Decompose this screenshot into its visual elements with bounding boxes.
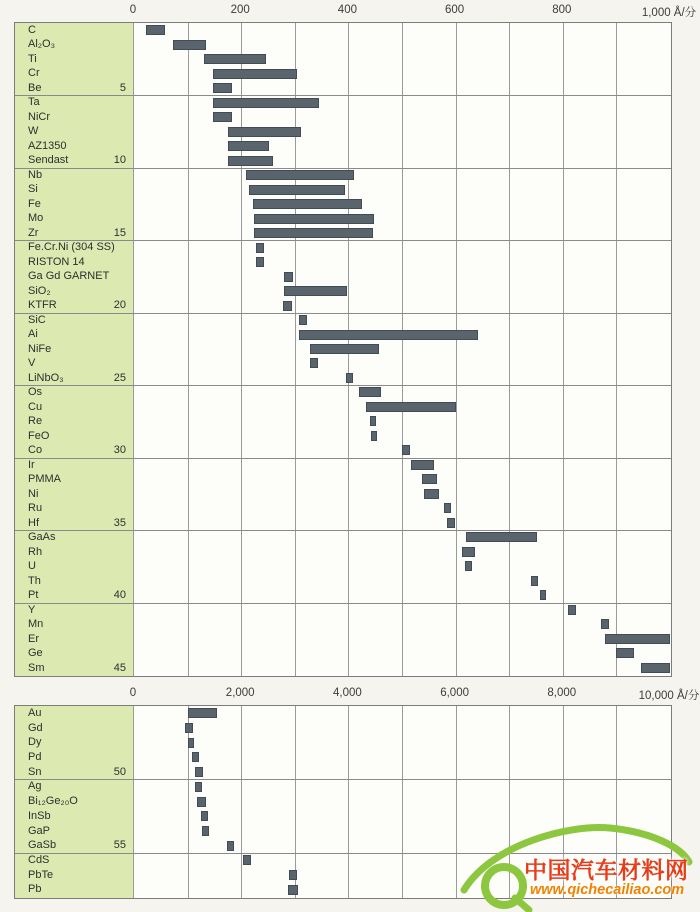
- material-label: Ga Gd GARNET: [28, 270, 110, 283]
- axis-tick-label: 200: [230, 4, 250, 16]
- axis-tick-label: 0: [129, 687, 137, 699]
- material-label: NiFe: [28, 342, 52, 355]
- material-label: Y: [28, 603, 36, 616]
- etch-rate-bar: [288, 885, 298, 895]
- material-label: Co: [28, 444, 43, 457]
- etch-rate-bar: [185, 723, 193, 733]
- group-separator: [15, 779, 671, 780]
- material-label: Ai: [28, 328, 38, 341]
- axis-tick-label: 6,000: [440, 687, 469, 699]
- material-label: Bi₁₂Ge₂₀O: [28, 795, 78, 808]
- material-label: Pb: [28, 883, 42, 896]
- gridline: [188, 23, 189, 676]
- material-label: Sn: [28, 765, 42, 778]
- row-index-number: 40: [113, 589, 126, 602]
- material-label: Ag: [28, 780, 42, 793]
- etch-rate-bar: [192, 752, 199, 762]
- plot-frame: [14, 705, 672, 899]
- material-label: Gd: [28, 721, 43, 734]
- axis-tick-label: 1,000 Å/分: [641, 7, 697, 19]
- material-label: Ti: [28, 52, 37, 65]
- etch-rate-bar: [289, 870, 297, 880]
- material-label: PMMA: [28, 473, 61, 486]
- group-separator: [15, 458, 671, 459]
- etch-rate-bar: [568, 605, 576, 615]
- material-label: Si: [28, 183, 38, 196]
- gridline: [563, 23, 564, 676]
- material-label: Fe: [28, 197, 41, 210]
- etch-rate-bar: [197, 797, 206, 807]
- watermark-site-name: 中国汽车材料网: [524, 857, 689, 883]
- material-label: Ir: [28, 458, 35, 471]
- material-label: SiO₂: [28, 284, 51, 297]
- etch-rate-chart-bottom: [14, 682, 700, 899]
- material-label: FeO: [28, 429, 50, 442]
- material-label: Nb: [28, 168, 43, 181]
- material-label: Ru: [28, 502, 43, 515]
- material-label: SiC: [28, 313, 46, 326]
- material-label: KTFR: [28, 299, 57, 312]
- etch-rate-bar: [201, 811, 208, 821]
- material-label: LiNbO₃: [28, 371, 64, 384]
- material-label: U: [28, 560, 36, 573]
- etch-rate-bar: [213, 98, 319, 108]
- etch-rate-bar: [359, 387, 382, 397]
- gridline: [241, 23, 242, 676]
- material-label: Sm: [28, 661, 45, 674]
- axis-tick-label: 800: [552, 4, 572, 16]
- etch-rate-bar: [444, 503, 451, 513]
- etch-rate-bar: [228, 141, 269, 151]
- etch-rate-bar: [447, 518, 455, 528]
- row-index-number: 50: [113, 765, 126, 778]
- material-label: GaP: [28, 824, 51, 837]
- gridline: [456, 706, 457, 898]
- etch-rate-bar: [254, 228, 372, 238]
- etch-rate-bar: [462, 547, 475, 557]
- group-separator: [15, 603, 671, 604]
- material-label: InSb: [28, 809, 51, 822]
- etch-rate-bar: [366, 402, 457, 412]
- axis-tick-label: 10,000 Å/分: [638, 690, 700, 702]
- gridline: [295, 23, 296, 676]
- material-label: GaSb: [28, 839, 57, 852]
- material-label: RISTON 14: [28, 255, 85, 268]
- material-label: Cr: [28, 67, 40, 80]
- etch-rate-bar: [601, 619, 609, 629]
- etch-rate-bar: [195, 767, 203, 777]
- etch-rate-bar: [641, 663, 670, 673]
- etch-rate-bar: [188, 738, 194, 748]
- etch-rate-bar: [202, 826, 209, 836]
- material-label: Cu: [28, 400, 43, 413]
- material-label: Al₂O₃: [28, 38, 56, 51]
- etch-rate-bar: [616, 648, 634, 658]
- group-separator: [15, 530, 671, 531]
- gridline: [616, 23, 617, 676]
- etch-rate-bar: [195, 782, 202, 792]
- material-label: Ni: [28, 487, 39, 500]
- material-label: Be: [28, 81, 42, 94]
- row-index-number: 15: [113, 226, 126, 239]
- row-index-number: 20: [113, 299, 126, 312]
- material-label: Er: [28, 632, 39, 645]
- etch-rate-bar: [402, 445, 410, 455]
- etch-rate-bar: [173, 40, 206, 50]
- etch-rate-bar: [227, 841, 234, 851]
- material-label: V: [28, 357, 36, 370]
- material-label: Ge: [28, 647, 43, 660]
- material-label: Pt: [28, 589, 39, 602]
- gridline: [402, 23, 403, 676]
- material-label: CdS: [28, 853, 50, 866]
- row-index-number: 55: [113, 839, 126, 852]
- material-label: Sendast: [28, 154, 69, 167]
- material-label: Ta: [28, 96, 40, 109]
- gridline: [563, 706, 564, 898]
- row-index-number: 35: [113, 516, 126, 529]
- group-separator: [15, 853, 671, 854]
- etch-rate-bar: [411, 460, 434, 470]
- etch-rate-bar: [310, 358, 318, 368]
- etch-rate-bar: [213, 112, 232, 122]
- etch-rate-bar: [204, 54, 266, 64]
- etch-rate-bar: [422, 474, 436, 484]
- group-separator: [15, 168, 671, 169]
- material-label: Mn: [28, 618, 44, 631]
- material-label: W: [28, 125, 39, 138]
- etch-rate-bar: [213, 69, 297, 79]
- etch-rate-bar: [284, 286, 348, 296]
- row-index-number: 10: [113, 154, 126, 167]
- axis-tick-label: 0: [129, 4, 137, 16]
- gridline: [241, 706, 242, 898]
- material-label: Au: [28, 707, 42, 719]
- material-label: NiCr: [28, 110, 50, 123]
- axis-tick-label: 8,000: [547, 687, 577, 699]
- etch-rate-bar: [346, 373, 354, 383]
- etch-rate-bar: [540, 590, 546, 600]
- group-separator: [15, 385, 671, 386]
- etch-rate-bar: [465, 561, 472, 571]
- gridline: [616, 706, 617, 898]
- etch-rate-bar: [256, 257, 264, 267]
- etch-rate-bar: [605, 634, 670, 644]
- material-label: Zr: [28, 226, 39, 239]
- etch-rate-bar: [424, 489, 439, 499]
- material-label: Fe.Cr.Ni (304 SS): [28, 241, 115, 254]
- material-label: Mo: [28, 212, 44, 225]
- gridline: [509, 23, 510, 676]
- etch-rate-bar: [146, 25, 165, 35]
- material-label: Th: [28, 574, 41, 587]
- material-label: Pd: [28, 751, 42, 764]
- etch-rate-bar: [531, 576, 538, 586]
- etch-rate-bar: [188, 708, 217, 718]
- etch-rate-bar: [253, 199, 362, 209]
- gridline: [456, 23, 457, 676]
- axis-tick-label: 600: [445, 4, 465, 16]
- etch-rate-bar: [228, 156, 273, 166]
- etch-rate-chart-top: [14, 0, 697, 677]
- etch-rate-bar: [249, 185, 345, 195]
- etch-rate-bar: [283, 301, 292, 311]
- etch-rate-bar: [213, 83, 232, 93]
- etch-rate-bar: [466, 532, 537, 542]
- etch-rate-bar: [371, 431, 377, 441]
- axis-tick-label: 400: [337, 4, 357, 16]
- material-label: Os: [28, 386, 43, 399]
- row-index-number: 30: [113, 444, 126, 457]
- etch-rate-bar: [256, 243, 264, 253]
- row-index-number: 45: [113, 661, 126, 674]
- etch-rate-bar: [243, 855, 251, 865]
- material-label: Rh: [28, 545, 43, 558]
- row-index-number: 5: [119, 81, 126, 94]
- etch-rate-bar: [284, 272, 293, 282]
- etch-rate-bar: [254, 214, 374, 224]
- axis-tick-label: 4,000: [333, 687, 362, 699]
- plot-frame: [14, 22, 672, 677]
- etch-rate-bar: [370, 416, 376, 426]
- etch-rate-bar: [299, 330, 479, 340]
- material-label: C: [28, 24, 36, 36]
- gridline: [188, 706, 189, 898]
- group-separator: [15, 313, 671, 314]
- etch-rate-bar: [228, 127, 301, 137]
- material-label: GaAs: [28, 531, 56, 544]
- gridline: [509, 706, 510, 898]
- gridline: [348, 706, 349, 898]
- group-separator: [15, 95, 671, 96]
- etch-rate-bar: [299, 315, 307, 325]
- material-label: Hf: [28, 516, 39, 529]
- material-label: Re: [28, 415, 43, 428]
- material-label: AZ1350: [28, 139, 67, 152]
- axis-tick-label: 2,000: [225, 687, 255, 699]
- material-label: Dy: [28, 736, 42, 749]
- etch-rate-bar: [310, 344, 380, 354]
- watermark-site-url: www.qichecailiao.com: [530, 882, 685, 898]
- material-label: PbTe: [28, 868, 54, 881]
- etch-rate-bar: [246, 170, 354, 180]
- row-index-number: 25: [113, 371, 126, 384]
- gridline: [402, 706, 403, 898]
